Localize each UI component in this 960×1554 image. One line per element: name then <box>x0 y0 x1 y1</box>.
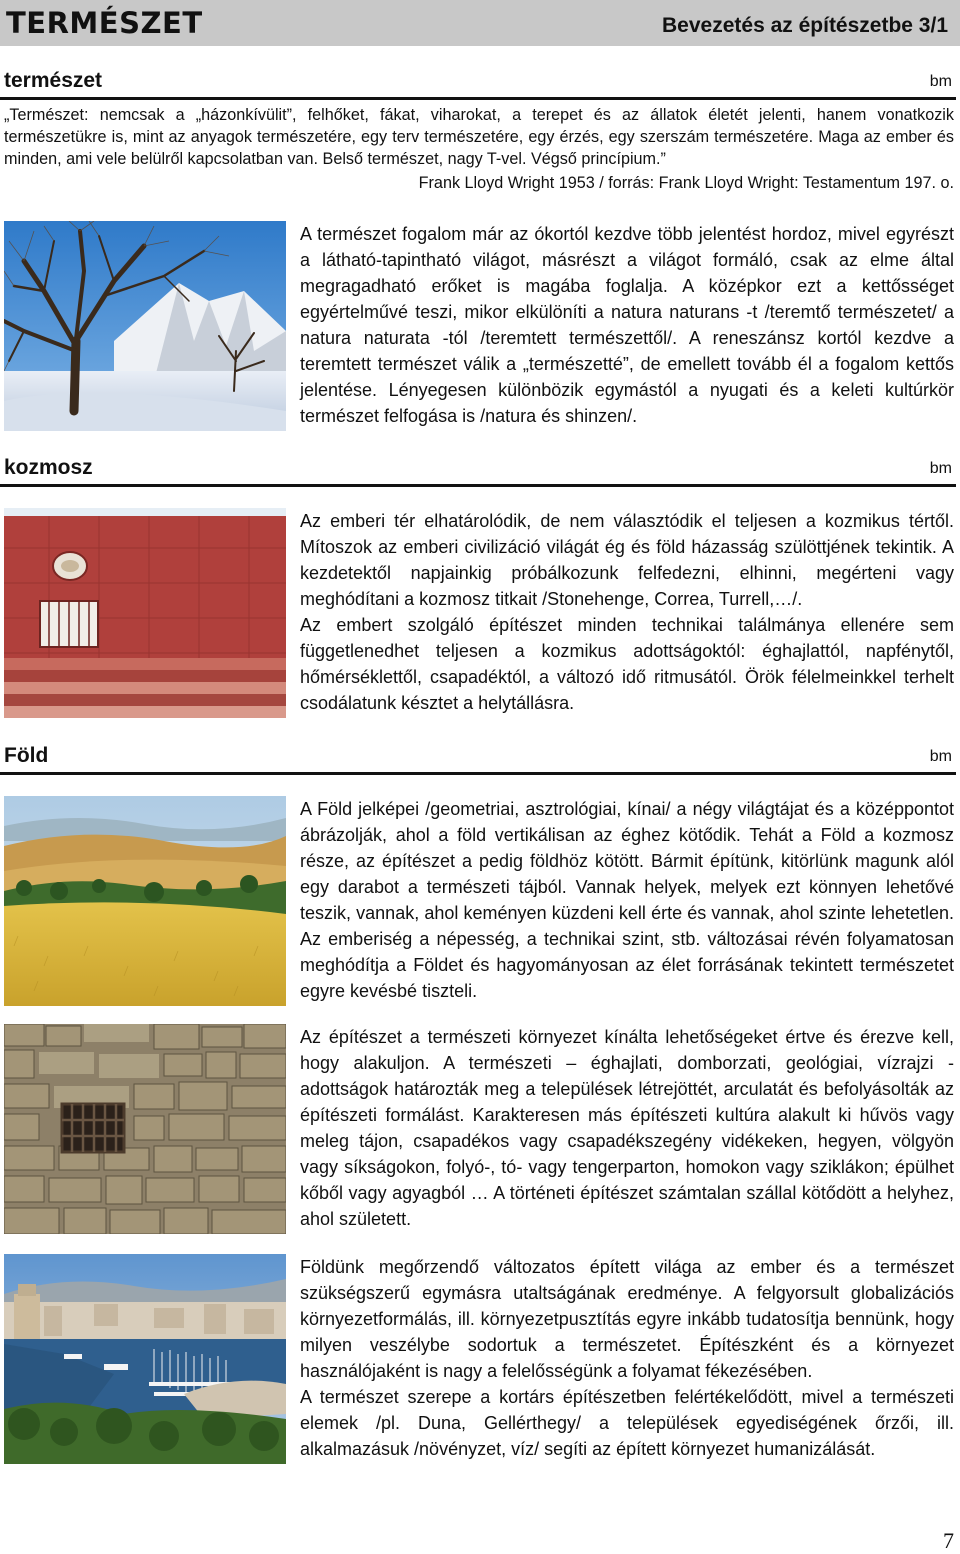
author-initials: bm <box>929 748 952 765</box>
section-divider <box>0 484 956 487</box>
section-heading-termeszet <box>0 69 960 105</box>
kozmosz-paragraph-1: Az emberi tér elhatárolódik, de nem választódik el teljesen a kozmikus tértől. Mítoszok az emberi civilizáció világát ég és föld házasság szülöttjének tekintik. A kezdetektől napjainkig próbálkozunk felfedezni, elhinni, megérteni vagy meghódítani a kozmosz titkait /Stonehenge, Correa, Turrell,…/. <box>300 511 954 609</box>
quote-source: Frank Lloyd Wright 1953 / forrás: Frank Lloyd Wright: Testamentum 197. o. <box>418 174 954 192</box>
author-initials: bm <box>929 460 952 477</box>
stone-wall-window-photo <box>4 1024 286 1234</box>
red-wall-building-photo <box>4 508 286 718</box>
page-number: 7 <box>943 1528 954 1553</box>
fold-paragraph-3: Földünk megőrzendő változatos épített világa az ember és a természet szükségszerű egymásra utaltságának eredménye. A felgyorsult globalizációs környezetformálás, ill. környezetpusztítás egyre inkább tudatosítja bennünk, hogy milyen veszélybe sodortuk a természetet. Építészként és a környezet használójaként is nagy a felelősségünk a folyamat fékezésében. <box>300 1257 954 1381</box>
page-header <box>0 0 960 46</box>
fold-paragraph-4: A természet szerepe a kortárs építészetben felértékelődött, mivel a természeti elemek /pl. Duna, Gellérthegy/ a települések egyediségének őrzői, ill. alkalmazásuk /növényzet, víz/ segíti az épített környezet humanizálását. <box>300 1387 954 1459</box>
section-title: Föld <box>4 744 49 767</box>
harbor-city-photo <box>4 1254 286 1464</box>
section-title: természet <box>4 69 103 92</box>
kozmosz-paragraph-2: Az embert szolgáló építészet minden technikai találmánya ellenére sem függetlenedhet teljesen a kozmikus adottságoktól: éghajlattól, napfénytől, hőmérséklettől, csapadéktól, a változó idő ritmusától. Örök félelmeinkkel terhelt csodálatunk késztet a helytállásra. <box>300 615 954 713</box>
wright-quote: „Természet: nemcsak a „házonkívülit”, felhőket, fákat, viharokat, a terepet és az állatok életét jelenti, hanem vonatkozik természetükre is, mint az anyagok természetére, egy terv természetére, egy érzés, egy szerszám természetére. Maga az ember és minden, ami vele belülről kapcsolatban van. Belső természet, nagy T-vel. Végső princípium.” <box>4 106 954 168</box>
fold-paragraph-1: A Föld jelképei /geometriai, asztrológiai, kínai/ a négy világtájat és a középpontot ábrázolják, ahol a föld vertikálisan az éghez kötődik. Tehát a Föld a kozmosz része, az építészet a pedig földhöz kötött. Bármit építünk, kitörlünk magunk alól egy darabot a természeti tájból. Vannak helyek, melyek ezt könnyen lehetővé teszik, vannak, ahol keményen küzdeni kell érte és vannak, ahol szinte lehetetlen. Az emberiség a népesség, a technikai szint, stb. változásai révén folyamatosan meghódítja a Földet és hagyományosan az élet forrásának tekintett természetet egyre kevésbé tiszteli. <box>300 799 954 1001</box>
section-heading-kozmosz <box>0 456 960 492</box>
rolling-hills-photo <box>4 796 286 1006</box>
termeszet-paragraph: A természet fogalom már az ókortól kezdve több jelentést hordoz, mivel egyrészt a látható-tapintható világot, másrészt a világot formáló, csak az elme által megragadható erőket is magába foglalja. A középkor ezt a kettősséget egyértelművé teszi, mikor elkülöníti a natura naturans -t /teremtő természetet/ a natura naturata -tól /teremtett természettől/. A reneszánsz kortól kezdve a teremtett természet válik a „természetté”, de emellett tovább él a fogalom kettős jelentése. Lényegesen különbözik egymástól a nyugati és a keleti kultúrkör természet felfogása is /natura és shinzen/. <box>300 224 954 426</box>
fold-text-final <box>300 1254 954 1462</box>
page-title: TERMÉSZET <box>6 6 203 40</box>
page-subtitle: Bevezetés az építészetbe 3/1 <box>662 14 948 37</box>
section-divider <box>0 97 956 100</box>
kozmosz-text <box>300 508 954 716</box>
winter-landscape-photo <box>4 221 286 431</box>
section-divider <box>0 772 956 775</box>
section-heading-fold <box>0 744 960 780</box>
fold-paragraph-2: Az építészet a természeti környezet kínálta lehetőségeket értve és érezve kell, hogy alakuljon. A természeti – éghajlati, domborzati, geológiai, vízrajzi - adottságok határozták meg a települések létrejöttét, arculatát és befolyásolták az építészeti formálást. Karakteresen más építészeti kultúra alakult ki hűvös vagy meleg tájon, csapadékos vagy csapadékszegény vidékeken, hegyen, völgyön vagy síkságokon, folyó-, tó- vagy tengerparton, homokon vagy sziklákon; épülhet kőből vagy agyagból … A történeti építészet számtalan szállal kötődött a helyhez, ahol született. <box>300 1027 954 1229</box>
section-title: kozmosz <box>4 456 93 479</box>
author-initials: bm <box>929 73 952 90</box>
